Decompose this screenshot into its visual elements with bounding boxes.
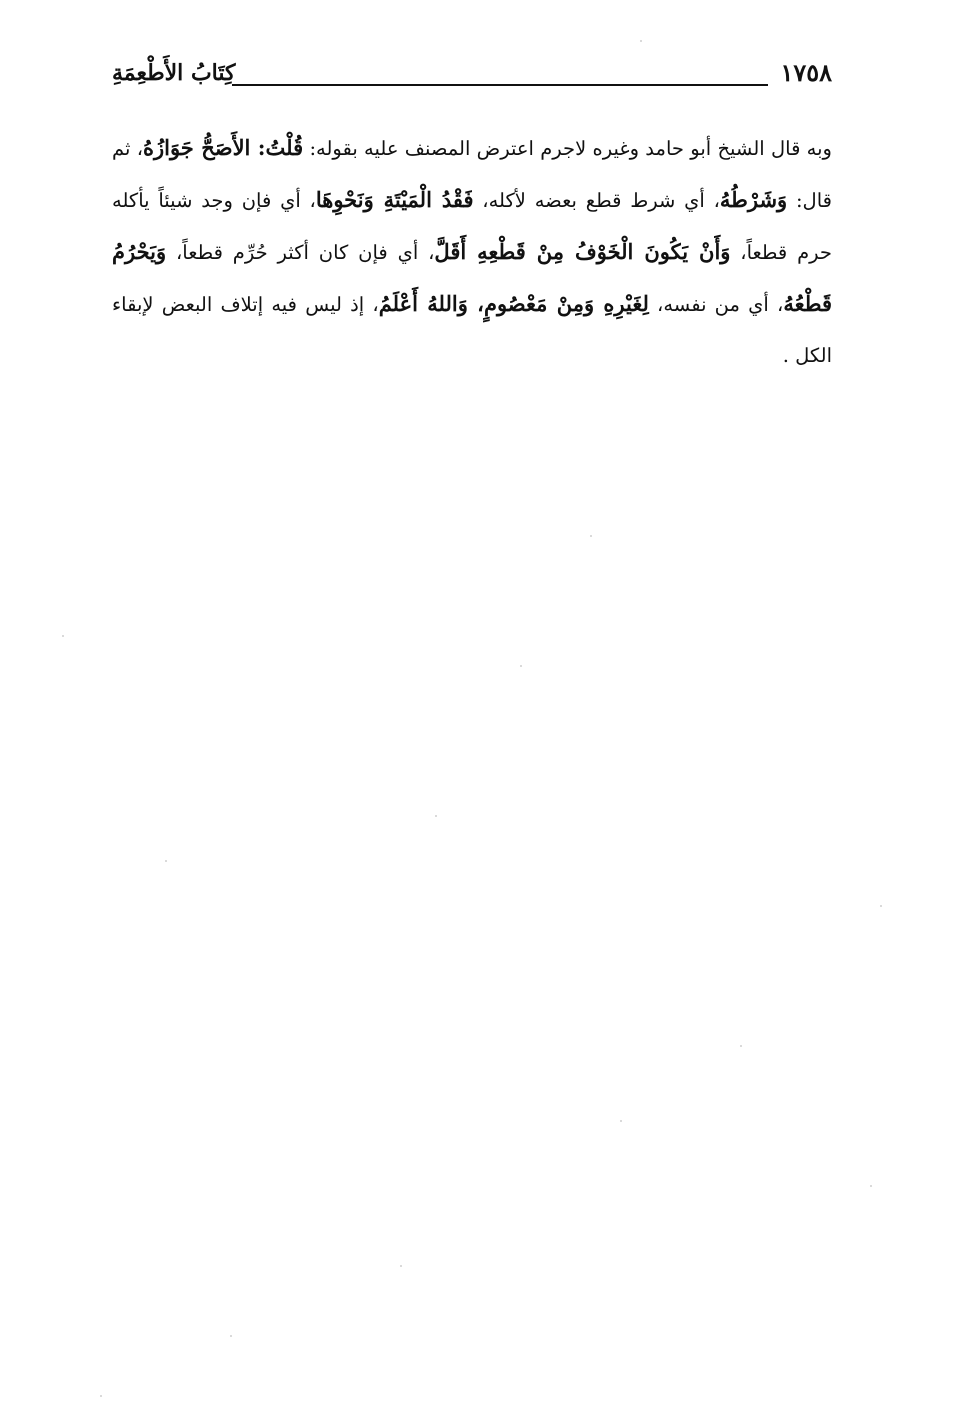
text-segment: ، أي فإن كان أكثر حُرِّم قطعاً، — [166, 241, 435, 264]
text-segment: ، أي شرط قطع بعضه لأكله، — [473, 189, 720, 212]
page-header — [112, 58, 832, 88]
scan-speck — [880, 905, 882, 907]
paragraph — [112, 122, 832, 381]
matn-bold-text: وَيَحْرُمُ قَطْعُهُ — [112, 239, 832, 316]
body-paragraph — [112, 122, 832, 381]
matn-bold-text: فَقْدُ الْمَيْتَةِ وَنَحْوِهَا — [315, 187, 474, 212]
text-segment: وبه قال الشيخ أبو حامد وغيره لاجرم اعترض المصنف عليه بقوله: — [303, 137, 832, 160]
text-segment: ، أي فإن وجد شيئاً يأكله حرم قطعاً، — [112, 189, 832, 264]
scan-speck — [400, 1265, 402, 1267]
scan-speck — [620, 1120, 622, 1122]
matn-bold-text: قُلْتُ: الأَصَحُّ جَوَازُهُ — [142, 135, 304, 160]
text-segment: ، إذ ليس فيه إتلاف البعض لإبقاء الكل . — [112, 293, 832, 367]
scan-speck — [590, 535, 592, 537]
matn-bold-text: وَشَرْطُهُ — [719, 187, 788, 212]
scan-speck — [520, 665, 522, 667]
scan-speck — [62, 635, 64, 637]
scan-speck — [640, 40, 642, 42]
matn-bold-text: لِغَيْرِهِ وَمِنْ مَعْصُومٍ، وَاللهُ أَعْلَمُ — [378, 291, 649, 316]
header-rule — [232, 84, 768, 86]
text-segment: ، أي من نفسه، — [648, 293, 784, 316]
scan-speck — [230, 1335, 232, 1337]
scan-speck — [740, 1045, 742, 1047]
scan-speck — [165, 860, 167, 862]
scan-speck — [100, 1395, 102, 1397]
running-title: كِتَابُ الأَطْعِمَةِ — [112, 60, 236, 86]
scan-speck — [435, 815, 437, 817]
scan-speck — [870, 1185, 872, 1187]
matn-bold-text: وَأَنْ يَكُونَ الْخَوْفُ مِنْ قَطْعِهِ أَقَلَّ — [434, 239, 731, 264]
text-segment: ، ثم قال: — [112, 137, 832, 212]
page-number: ١٧٥٨ — [780, 58, 832, 87]
